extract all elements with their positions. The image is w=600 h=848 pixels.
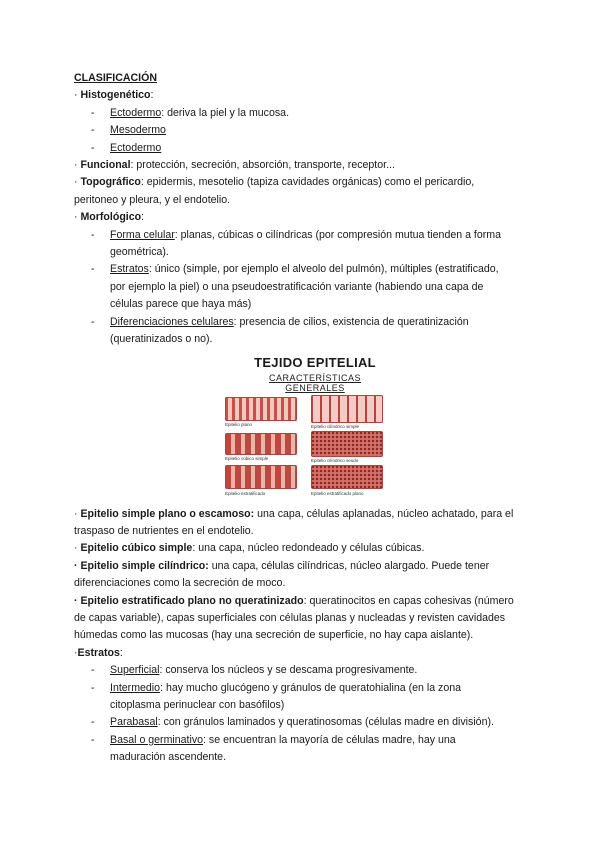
funcional-label: Funcional [80, 159, 131, 172]
term: Basal o germinativo [110, 733, 204, 746]
figure-caption: Epitelio estratificado plano [311, 490, 364, 496]
list-item: - Superficial: conserva los núcleos y se descama progresivamente. [91, 664, 418, 677]
pseudostratified-illustration [311, 431, 383, 457]
topografico-text: : epidermis, mesotelio (tapiza cavidades orgánicas) como el pericardio, [140, 176, 475, 189]
morfologico-label: Morfológico [80, 211, 142, 224]
list-item: - Intermedio: hay mucho glucógeno y gránulos de queratohialina (en la zona citoplasma perinuclear con basófilos) [91, 681, 462, 711]
funcional-line: · Funcional: protección, secreción, absorción, transporte, receptor... [74, 159, 395, 172]
term: Mesodermo [110, 124, 166, 137]
list-item: - Ectodermo: deriva la piel y la mucosa. [91, 106, 290, 119]
item-text: : deriva la piel y la mucosa. [161, 106, 290, 119]
term: Ectodermo [110, 141, 162, 154]
topografico-text2: peritoneo y pleura, y el endotelio. [74, 193, 231, 206]
figure-caption: Epitelio estratificado [225, 490, 266, 496]
figure-subtitle: GENERALES [285, 382, 345, 393]
item-text: citoplasma perinuclear con basófilos) [110, 698, 285, 711]
list-item: - Diferenciaciones celulares: presencia de cilios, existencia de queratinización (queratinizados o no). [91, 315, 469, 346]
bullet: · [74, 646, 78, 659]
term: Superficial [110, 664, 160, 677]
para-text: : queratinocitos en capas cohesivas (número [303, 594, 514, 607]
histogenetico-line [74, 87, 530, 104]
item-text: : con gránulos laminados y queratinosomas (células madre en división). [157, 716, 494, 729]
para-text: diferenciaciones como la secreción de moco. [74, 577, 286, 590]
item-text: (queratinizados o no). [110, 333, 213, 346]
figure-caption: Epitelio plano [225, 421, 253, 427]
para-text: una capa, células cilíndricas, núcleo alargado. Puede tener [208, 559, 490, 572]
epithelium-figure [215, 355, 415, 500]
epitelio-paragraph: · Epitelio simple cilíndrico: una capa, células cilíndricas, núcleo alargado. Puede tener [74, 559, 490, 572]
figure-title: TEJIDO EPITELIAL [254, 354, 376, 370]
stratified-squamous-illustration [311, 465, 383, 489]
simple-columnar-illustration [311, 395, 383, 423]
item-text: : planas, cúbicas o cilíndricas (por compresión mutua tienden a forma [174, 228, 501, 241]
epitelio-paragraph: · Epitelio cúbico simple: una capa, núcleo redondeado y células cúbicas. [74, 542, 425, 555]
item-text: : hay mucho glucógeno y gránulos de queratohialina (en la zona [160, 681, 462, 694]
morfologico-line: · Morfológico: [74, 211, 145, 224]
estratos-line: ·Estratos: [74, 646, 123, 659]
figure-subtitle: CARACTERÍSTICAS [268, 372, 361, 383]
list-item: - Forma celular: planas, cúbicas o cilíndricas (por compresión mutua tienden a forma geométrica). [91, 228, 501, 259]
figure-caption: Epitelio cúbico simple [225, 455, 269, 461]
item-text: : presencia de cilios, existencia de queratinización [233, 315, 469, 328]
item-text: células parece que haya más) [110, 298, 252, 311]
para-text: una capa, células aplanadas, núcleo achatado, para el [254, 507, 514, 520]
epitelio-label: Epitelio estratificado plano no queratinizado [80, 594, 304, 607]
epitelio-paragraph: · Epitelio simple plano o escamoso: una capa, células aplanadas, núcleo achatado, para el [74, 507, 514, 520]
cuboidal-illustration [225, 433, 297, 455]
list-item: - Basal o germinativo: se encuentran la mayoría de células madre, hay una maduración ascendente. [91, 733, 456, 764]
epitelio-paragraph: · Epitelio estratificado plano no queratinizado: queratinocitos en capas cohesivas (número [74, 594, 514, 607]
item-text: maduración ascendente. [110, 751, 227, 764]
item-text: geométrica). [110, 246, 169, 259]
term: Forma celular [110, 228, 175, 241]
list-item: - Ectodermo [91, 141, 162, 154]
term: Ectodermo [110, 106, 162, 119]
epitelio-label: Epitelio simple plano o escamoso: [80, 507, 255, 520]
list-item: - Parabasal: con gránulos laminados y queratinosomas (células madre en división). [91, 716, 494, 729]
topografico-line: · Topográfico: epidermis, mesotelio (tapiza cavidades orgánicas) como el pericardio, [74, 176, 475, 189]
term: Estratos [110, 263, 149, 276]
item-text: : conserva los núcleos y se descama progresivamente. [159, 664, 418, 677]
para-text: de capas variable), capas superficiales con células planas y nucleadas y revisten cavidades [74, 611, 506, 624]
heading: CLASIFICACIÓN [74, 72, 157, 84]
simple-squamous-illustration [225, 397, 297, 421]
list-item: - Mesodermo [91, 124, 166, 137]
stratified-illustration [225, 465, 297, 489]
bullet: · [74, 89, 81, 102]
epitelio-label: Epitelio simple cilíndrico: [80, 559, 209, 572]
funcional-text: : protección, secreción, absorción, transporte, receptor... [130, 159, 395, 172]
figure-caption: Epitelio cilíndrico seudo [311, 457, 359, 463]
item-text: : único (simple, por ejemplo el alveolo del pulmón), múltiples (estratificado, [148, 263, 499, 276]
item-text: por ejemplo la piel) o una pseudoestratificación variante (habiendo una capa de [110, 280, 484, 293]
estratos-label: Estratos [77, 646, 120, 659]
term: Intermedio [110, 681, 161, 694]
histogenetico-label: Histogenético [80, 89, 151, 102]
colon: : [150, 89, 154, 102]
para-text: traspaso de nutrientes en el endotelio. [74, 524, 254, 537]
para-text: : una capa, núcleo redondeado y células cúbicas. [192, 542, 425, 555]
topografico-label: Topográfico [80, 176, 141, 189]
epitelio-label: Epitelio cúbico simple [80, 542, 193, 555]
document-page [74, 70, 530, 767]
para-text: húmedas como las mucosas (hay una secreción de superficie, no hay capa aislante). [74, 629, 474, 642]
figure-caption: Epitelio cilíndrico simple [311, 423, 360, 429]
term: Parabasal [110, 716, 158, 729]
list-item: - Estratos: único (simple, por ejemplo el alveolo del pulmón), múltiples (estratificado, por ejemplo la piel) o una pseudoestratificación variante (habiendo una capa de células parece que haya más) [91, 263, 499, 311]
term: Diferenciaciones celulares [110, 315, 234, 328]
item-text: : se encuentran la mayoría de células madre, hay una [203, 733, 456, 746]
